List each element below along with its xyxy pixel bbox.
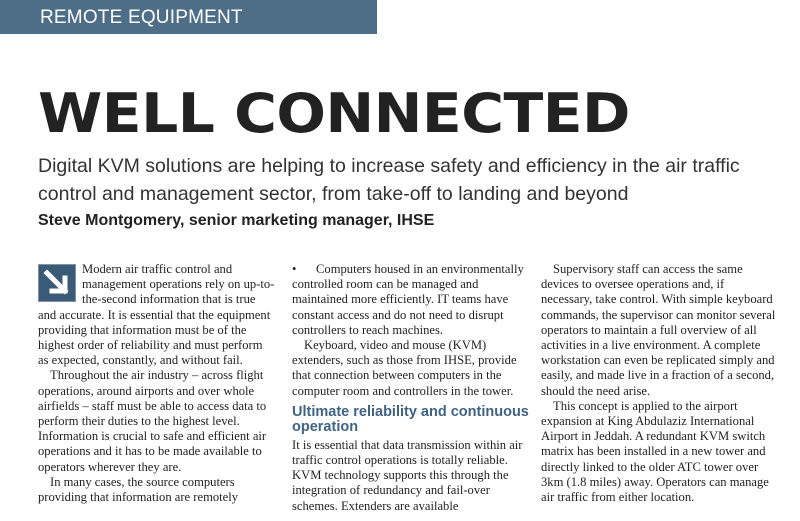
body-paragraph: Throughout the air industry – across flight operations, around airports and over whole airfields – staff must be able to access data to perform their duties to the highest level. Information is crucial to safe and efficient air operations and it has to be made available to operators wherever they are. <box>38 368 267 474</box>
body-paragraph: This concept is applied to the airport expansion at King Abdulaziz International Airport in Jeddah. A redundant KVM switch matrix has been installed in a new tower and directly linked to the older ATC tower over 3km (1.8 miles) away. Operators can manage air traffic from either location. <box>541 398 769 505</box>
arrow-down-right-icon <box>38 264 76 302</box>
section-subhead: Ultimate reliability and continuous operation <box>292 403 529 435</box>
bullet-text: Computers housed in an environmentally controlled room can be managed and maintained more efficiently. IT teams have constant access and do not need to disrupt controllers to reach machines. <box>292 262 524 337</box>
article-standfirst: Digital KVM solutions are helping to increase safety and efficiency in the air traffic control and management sector, from take-off to landing and beyond <box>38 155 740 205</box>
body-paragraph: In many cases, the source computers providing that information are remotely <box>38 474 239 505</box>
bullet-icon: • <box>292 262 297 276</box>
body-column-3 <box>541 262 778 505</box>
article-headline: WELL CONNECTED <box>38 82 630 145</box>
section-label: REMOTE EQUIPMENT <box>0 0 377 34</box>
body-paragraph: Keyboard, video and mouse (KVM) extenders, such as those from IHSE, provide that connection between computers in the computer room and controllers in the tower. <box>292 338 517 398</box>
body-column-1 <box>38 262 275 505</box>
bullet-paragraph <box>292 262 529 338</box>
body-paragraph: Supervisory staff can access the same devices to oversee operations and, if necessary, take control. With simple keyboard commands, the supervisor can monitor several operators to maintain a full overview of all activities in a live environment. A complete workstation can even be replicated simply and easily, and made live in a fraction of a second, should the need arise. <box>541 262 776 398</box>
body-paragraph: It is essential that data transmission within air traffic control operations is totally reliable. KVM technology supports this through the integration of redundancy and fail-over schemes. Extenders are available <box>292 437 523 513</box>
body-column-2 <box>292 262 529 514</box>
article-byline: Steve Montgomery, senior marketing manager, IHSE <box>38 212 435 229</box>
body-paragraph: Modern air traffic control and management operations rely on up-to-the-second information that is true and accurate. It is essential that the equipment providing that information must be of the highest order of reliability and must perform as expected, constantly, and without fail. <box>38 262 275 368</box>
